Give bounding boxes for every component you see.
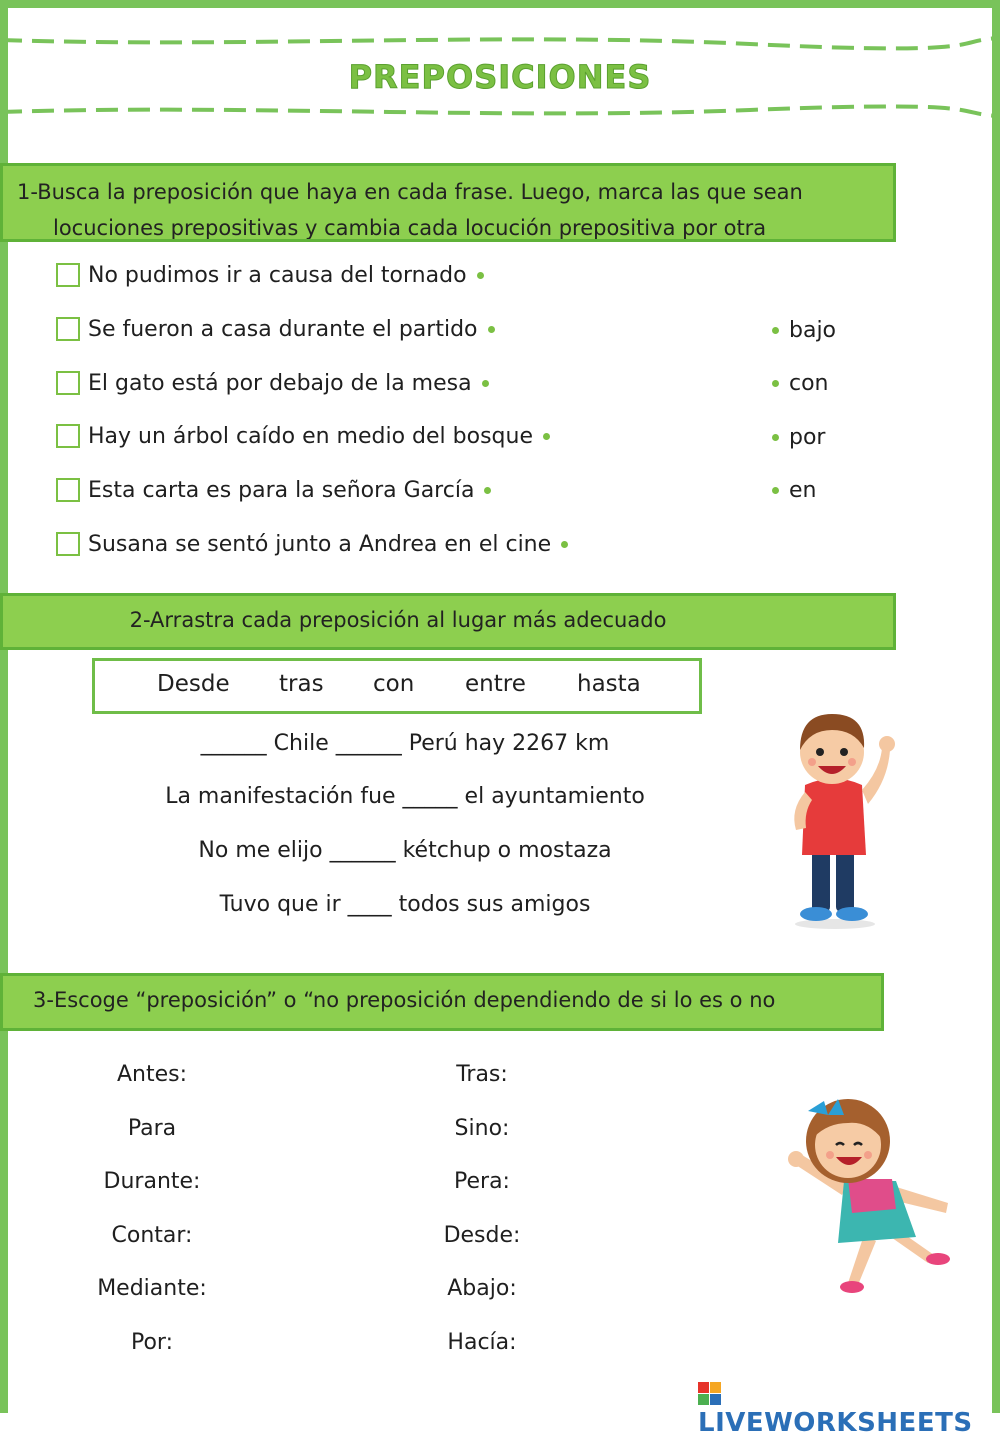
section1-heading-line1: 1-Busca la preposición que haya en cada frase. Luego, marca las que sean (17, 180, 803, 204)
word-item: Para (127, 1116, 177, 1141)
sentence-row (56, 421, 550, 451)
section1-heading-line2: locuciones prepositivas y cambia cada locución prepositiva por otra (53, 216, 767, 240)
fill-sentence[interactable]: No me elijo ______ kétchup o mostaza (198, 838, 612, 863)
match-dot[interactable] (772, 327, 779, 334)
checkbox[interactable] (56, 424, 80, 448)
checkbox[interactable] (56, 371, 80, 395)
checkbox[interactable] (56, 317, 80, 341)
word-item: Por: (130, 1330, 173, 1355)
option-en[interactable] (772, 478, 816, 503)
match-dot[interactable] (561, 541, 568, 548)
girl-illustration (778, 1085, 978, 1300)
section3-heading: 3-Escoge “preposición” o “no preposición dependiendo de si lo es o no (0, 973, 884, 1031)
word-item: Hacía: (447, 1330, 517, 1355)
draggable-word[interactable]: con (373, 671, 415, 697)
option-label: en (789, 478, 817, 503)
checkbox[interactable] (56, 478, 80, 502)
sentence-text: Hay un árbol caído en medio del bosque (88, 423, 533, 449)
sentence-text: No pudimos ir a causa del tornado (88, 262, 467, 288)
match-dot[interactable] (772, 434, 779, 441)
fill-sentence[interactable]: La manifestación fue _____ el ayuntamiento (165, 784, 645, 809)
section2-heading: 2-Arrastra cada preposición al lugar más adecuado (0, 593, 896, 650)
word-item: Sino: (454, 1116, 510, 1141)
draggable-word[interactable]: tras (279, 671, 324, 697)
draggable-word[interactable]: hasta (577, 671, 641, 697)
sentence-text: Susana se sentó junto a Andrea en el cine (88, 531, 552, 557)
liveworksheets-logo (698, 1378, 1000, 1438)
option-label: con (789, 371, 829, 396)
option-por[interactable] (772, 425, 825, 450)
logo-text: LIVEWORKSHEETS (698, 1408, 973, 1438)
word-item: Pera: (454, 1169, 510, 1194)
sentence-row (56, 475, 491, 505)
match-dot[interactable] (543, 433, 550, 440)
draggable-word[interactable]: entre (465, 671, 526, 697)
word-item: Mediante: (97, 1276, 207, 1301)
word-item: Tras: (456, 1062, 508, 1087)
checkbox[interactable] (56, 532, 80, 556)
option-con[interactable] (772, 371, 829, 396)
match-dot[interactable] (772, 487, 779, 494)
match-dot[interactable] (477, 272, 484, 279)
sentence-row (56, 529, 568, 559)
page-title: PREPOSICIONES (348, 58, 652, 96)
match-dot[interactable] (488, 326, 495, 333)
word-item: Abajo: (447, 1276, 517, 1301)
option-label: bajo (789, 318, 837, 343)
word-bank (92, 658, 702, 714)
sentence-text: Esta carta es para la señora García (88, 477, 475, 503)
match-dot[interactable] (482, 380, 489, 387)
option-bajo[interactable] (772, 318, 836, 343)
checkbox[interactable] (56, 263, 80, 287)
draggable-word[interactable]: Desde (157, 671, 230, 697)
sentence-row (56, 368, 489, 398)
sentence-row (56, 260, 484, 290)
word-item: Durante: (103, 1169, 201, 1194)
fill-sentence[interactable]: Tuvo que ir ____ todos sus amigos (219, 892, 591, 917)
section1-heading (0, 163, 896, 242)
sentence-text: El gato está por debajo de la mesa (88, 370, 472, 396)
match-dot[interactable] (484, 487, 491, 494)
boy-illustration (770, 700, 910, 930)
option-label: por (789, 425, 826, 450)
word-item: Contar: (111, 1223, 193, 1248)
word-item: Antes: (116, 1062, 188, 1087)
sentence-row (56, 314, 495, 344)
sentence-text: Se fueron a casa durante el partido (88, 316, 478, 342)
fill-sentence[interactable]: ______ Chile ______ Perú hay 2267 km (200, 731, 610, 756)
logo-badge-icon (698, 1382, 722, 1406)
match-dot[interactable] (772, 380, 779, 387)
word-item: Desde: (443, 1223, 521, 1248)
